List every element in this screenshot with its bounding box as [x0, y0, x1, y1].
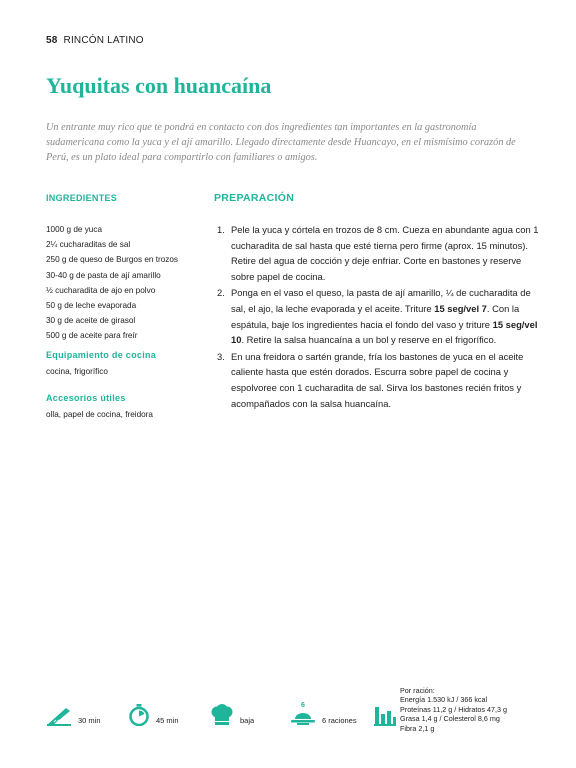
difficulty: baja	[240, 716, 255, 725]
bar-chart-icon	[374, 704, 396, 726]
servings-number: 6	[301, 702, 305, 709]
step-text: Ponga en el vaso el queso, la pasta de ají amarillo, ¼ de cucharadita de sal, el ajo, la leche evaporada y el aceite. Triture	[231, 287, 531, 314]
total-time: 45 min	[156, 716, 179, 725]
nutrition-chart-info	[374, 704, 396, 726]
preparation-heading: PREPARACIÓN	[214, 192, 295, 204]
nutrition-info	[400, 686, 507, 733]
ingredient-item: 500 g de aceite para freír	[46, 331, 138, 341]
ingredient-item: 1000 g de yuca	[46, 225, 102, 234]
stopwatch-icon	[128, 704, 150, 726]
accessories-heading: Accesorios útiles	[46, 393, 126, 403]
ingredient-item: 30-40 g de pasta de ají amarillo	[46, 270, 161, 280]
nutrition-heading: Por ración:	[400, 686, 435, 695]
ingredient-item: 2¼ cucharaditas de sal	[46, 240, 131, 250]
knife-icon	[46, 706, 72, 726]
page-header	[46, 35, 144, 46]
step-number: 2.	[217, 287, 225, 299]
nutrition-line: Fibra 2,1 g	[400, 723, 435, 733]
preparation-step	[214, 285, 542, 347]
ingredient-item: 50 g de leche evaporada	[46, 301, 137, 311]
prep-time: 30 min	[78, 716, 101, 725]
preparation-step	[214, 222, 542, 284]
step-text: . Retire la salsa huancaína a un bol y reserve en el frigorífico.	[241, 334, 497, 346]
nutrition-line: Energía 1.530 kJ / 366 kcal	[400, 695, 488, 705]
step-number: 3.	[217, 350, 225, 362]
servings-info	[290, 702, 357, 726]
servings: 6 raciones	[322, 716, 357, 725]
recipe-title: Yuquitas con huancaína	[46, 73, 272, 98]
ingredients-list	[46, 222, 178, 344]
step-text: Pele la yuca y córtela en trozos de 8 cm. Cueza en abundante agua con 1 cucharadita de sal hasta que esté tierna pero firme (aprox. 15 minutos). Retire del agua de cocción y deje enfriar. Corte en bastones y reserve sobre papel de cocina.	[231, 224, 539, 282]
ingredient-item: 30 g de aceite de girasol	[46, 316, 136, 326]
preparation-steps	[214, 222, 542, 412]
section-name: RINCÓN LATINO	[63, 35, 144, 46]
nutrition-line: Proteínas 11,2 g / Hidratos 47,3 g	[400, 704, 507, 714]
difficulty-info	[210, 704, 254, 726]
step-setting: 15 seg/vel 10	[231, 318, 538, 346]
page-number: 58	[46, 35, 58, 46]
ingredients-heading: INGREDIENTES	[46, 193, 118, 203]
nutrition-line: Grasa 1,4 g / Colesterol 8,6 mg	[400, 714, 500, 724]
recipe-intro: Un entrante muy rico que te pondrá en contacto con dos ingredientes tan importantes en la gastronomía sudamericana como la yuca y el ají amarillo. Llegado directamente desde Huancayo, en el mismísimo corazón de Perú, es un plato ideal para compartirlo con familiares o amigos.	[46, 122, 516, 163]
chef-hat-icon	[210, 704, 234, 726]
equipment-text: cocina, frigorífico	[46, 367, 108, 376]
step-number: 1.	[217, 224, 225, 235]
plate-icon	[290, 702, 316, 726]
ingredient-item: 250 g de queso de Burgos en trozos	[46, 255, 179, 265]
preparation-step	[214, 349, 542, 411]
ingredient-item: ½ cucharadita de ajo en polvo	[46, 285, 156, 295]
prep-time-info	[46, 706, 101, 726]
total-time-info	[128, 704, 179, 726]
step-setting: 15 seg/vel 7	[434, 302, 487, 314]
step-text: . Con la espátula, baje los ingredientes hacia el fondo del vaso y triture	[231, 302, 520, 330]
accessories-text: olla, papel de cocina, freidora	[46, 410, 153, 419]
step-text: En una freidora o sartén grande, fría los bastones de yuca en el aceite caliente hasta que estén dorados. Escurra sobre papel de cocina y espolvoree con 1 cucharadita de sal. Sirva los bastones recién fritos y acompañados con la salsa huancaína.	[231, 350, 524, 409]
equipment-heading: Equipamiento de cocina	[46, 350, 157, 360]
